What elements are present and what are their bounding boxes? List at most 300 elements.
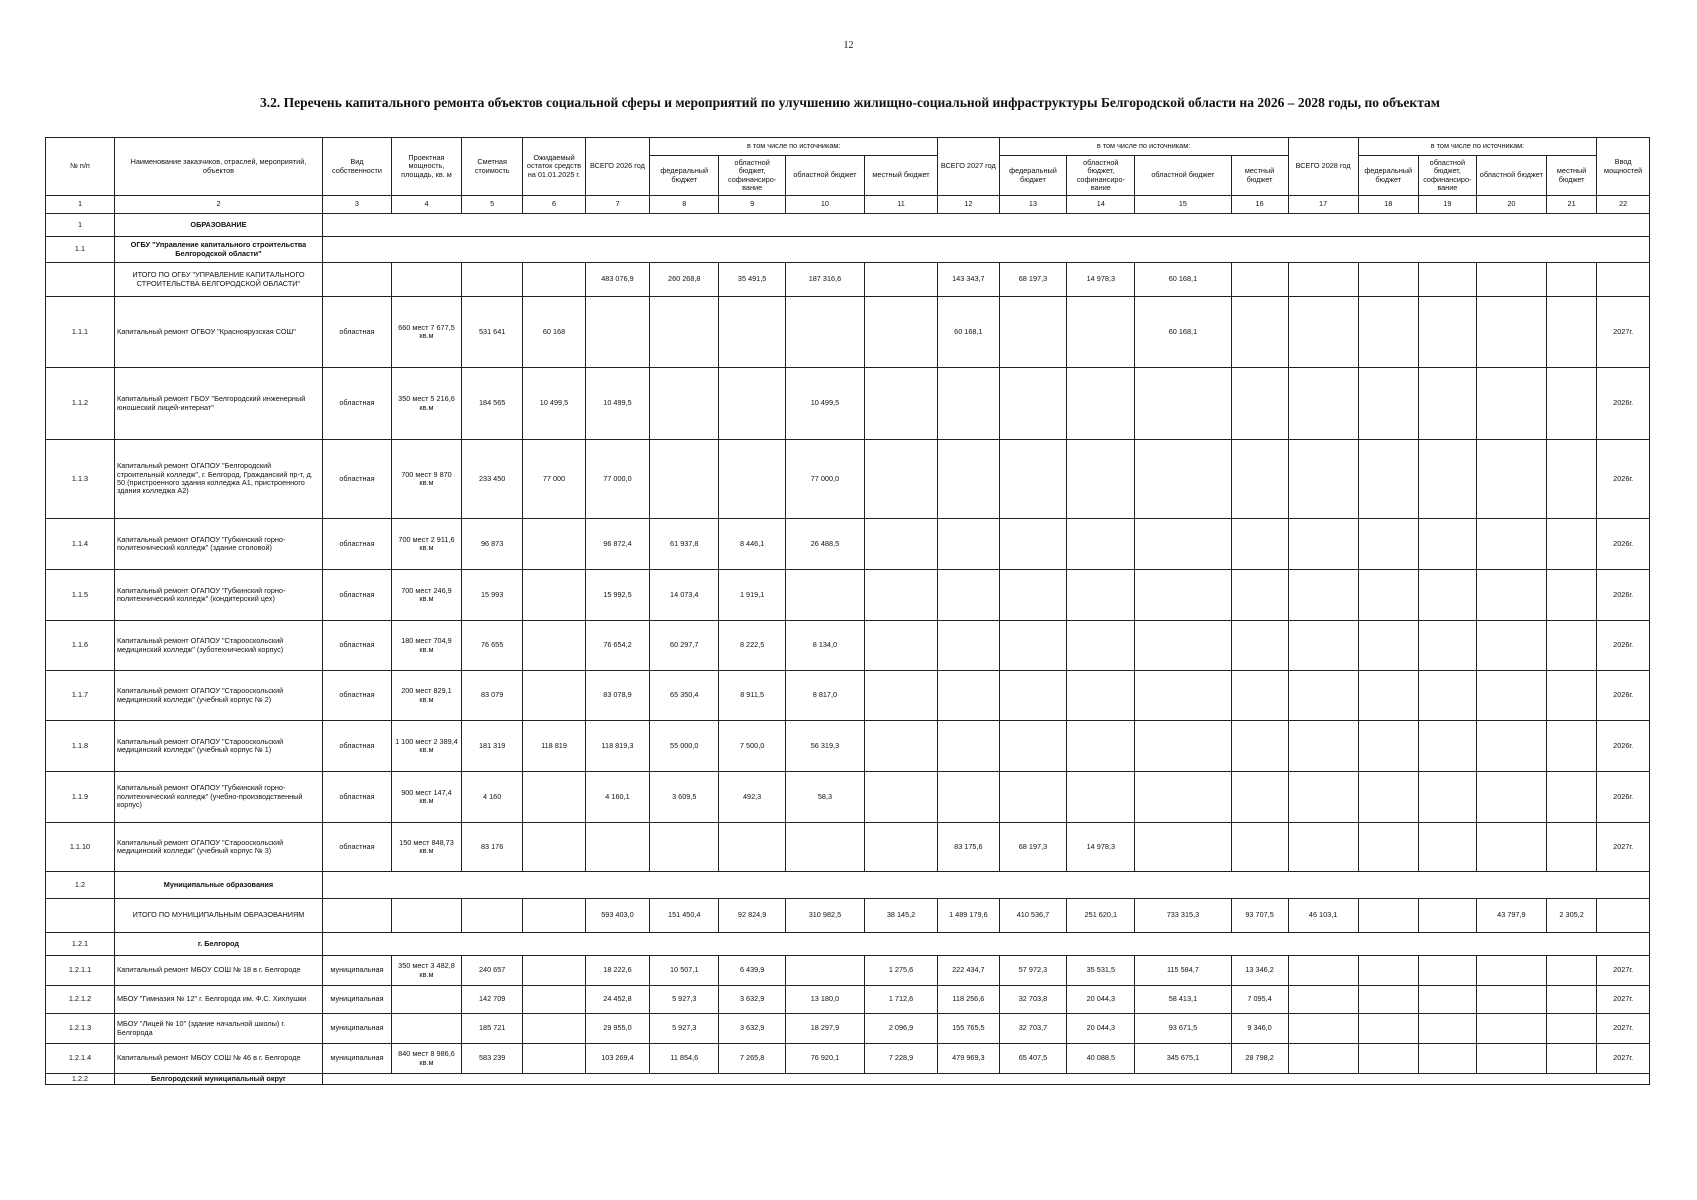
row-cell: 2026г. [1597, 368, 1650, 440]
header-cofin-2027: областной бюджет, софинансиро-вание [1067, 156, 1135, 196]
header-row-1 [46, 138, 1650, 156]
row-cell: областная [322, 621, 391, 671]
row-cell [1476, 1044, 1546, 1074]
section-row [46, 933, 1650, 956]
row-cell [523, 823, 585, 872]
row-cell [1476, 671, 1546, 721]
row-cell: 5 927,3 [650, 1014, 719, 1044]
row-number: 1.1.4 [46, 519, 115, 570]
total-cell: 60 168,1 [1135, 263, 1231, 297]
row-cell [650, 440, 719, 519]
row-cell [786, 570, 865, 621]
row-cell [1135, 721, 1231, 772]
row-number: 1.1.1 [46, 297, 115, 368]
row-cell [523, 986, 585, 1014]
row-cell: 68 197,3 [999, 823, 1067, 872]
row-cell [938, 368, 999, 440]
row-number: 1.1.9 [46, 772, 115, 823]
total-cell: 143 343,7 [938, 263, 999, 297]
section-empty [322, 237, 1649, 263]
row-cell [1067, 297, 1135, 368]
capital-repair-table [45, 137, 1650, 1085]
row-cell: 118 819 [523, 721, 585, 772]
row-cell: 1 919,1 [719, 570, 786, 621]
row-cell: 29 955,0 [585, 1014, 650, 1044]
row-cell [523, 519, 585, 570]
row-cell: 76 654,2 [585, 621, 650, 671]
row-cell [1546, 297, 1596, 368]
header-regional-2027: областной бюджет [1135, 156, 1231, 196]
header-local-2027: местный бюджет [1231, 156, 1288, 196]
header-ownership: Вид собственности [322, 138, 391, 196]
row-cell [1231, 621, 1288, 671]
row-cell [1546, 570, 1596, 621]
row-cell [1358, 570, 1418, 621]
row-cell [1358, 621, 1418, 671]
header-cofin-2028: областной бюджет, софинансиро-вание [1418, 156, 1476, 196]
column-number: 21 [1546, 196, 1596, 214]
header-federal-2027: федеральный бюджет [999, 156, 1067, 196]
row-cell [864, 671, 937, 721]
row-cell [1288, 368, 1358, 440]
row-cell: 1 275,6 [864, 956, 937, 986]
row-cell [1135, 823, 1231, 872]
total-cell [1358, 263, 1418, 297]
header-federal-2026: федеральный бюджет [650, 156, 719, 196]
total-cell [1597, 263, 1650, 297]
row-cell [523, 671, 585, 721]
row-cell [1358, 671, 1418, 721]
row-cell [1546, 772, 1596, 823]
row-number: 1.1.3 [46, 440, 115, 519]
row-cell [1288, 772, 1358, 823]
header-cost: Сметная стоимость [462, 138, 523, 196]
total-cell [1546, 263, 1596, 297]
total-row [46, 899, 1650, 933]
row-cell [1067, 621, 1135, 671]
row-cell: 233 450 [462, 440, 523, 519]
row-cell: 10 499,5 [585, 368, 650, 440]
section-empty [322, 1074, 1649, 1085]
section-row [46, 214, 1650, 237]
row-cell: 13 346,2 [1231, 956, 1288, 986]
total-cell [1288, 263, 1358, 297]
row-cell [999, 721, 1067, 772]
row-cell [1288, 519, 1358, 570]
row-cell: 2026г. [1597, 671, 1650, 721]
column-number: 9 [719, 196, 786, 214]
total-cell: 46 103,1 [1288, 899, 1358, 933]
row-cell: 118 819,3 [585, 721, 650, 772]
table-row [46, 1044, 1650, 1074]
row-cell: 900 мест 147,4 кв.м [391, 772, 461, 823]
row-cell: 60 168 [523, 297, 585, 368]
total-cell: 593 403,0 [585, 899, 650, 933]
row-cell [1288, 1044, 1358, 1074]
row-cell: 350 мест 3 482,8 кв.м [391, 956, 461, 986]
column-number: 14 [1067, 196, 1135, 214]
row-cell [1476, 297, 1546, 368]
object-name: МБОУ "Гимназия № 12" г. Белгорода им. Ф.С. Хихлушки [114, 986, 322, 1014]
total-cell: 187 316,6 [786, 263, 865, 297]
column-number: 13 [999, 196, 1067, 214]
row-cell: 8 911,5 [719, 671, 786, 721]
row-cell: 8 134,0 [786, 621, 865, 671]
row-cell [864, 519, 937, 570]
row-cell [1135, 519, 1231, 570]
column-number: 17 [1288, 196, 1358, 214]
row-cell: 142 709 [462, 986, 523, 1014]
row-cell: 10 499,5 [786, 368, 865, 440]
object-name: Капитальный ремонт МБОУ СОШ № 18 в г. Белгороде [114, 956, 322, 986]
row-cell: 700 мест 2 911,6 кв.м [391, 519, 461, 570]
column-number: 15 [1135, 196, 1231, 214]
row-cell [864, 570, 937, 621]
row-cell [1476, 772, 1546, 823]
header-local-2026: местный бюджет [864, 156, 937, 196]
table-row [46, 297, 1650, 368]
row-cell: 40 088,5 [1067, 1044, 1135, 1074]
row-cell: 58 413,1 [1135, 986, 1231, 1014]
row-cell: 150 мест 848,73 кв.м [391, 823, 461, 872]
row-cell: 60 168,1 [938, 297, 999, 368]
row-cell [1135, 440, 1231, 519]
row-cell: 660 мест 7 677,5 кв.м [391, 297, 461, 368]
object-name: Капитальный ремонт ОГАПОУ "Старооскольский медицинский колледж" (учебный корпус № 2) [114, 671, 322, 721]
table-row [46, 621, 1650, 671]
object-name: Капитальный ремонт ОГБОУ "Красноярузская СОШ" [114, 297, 322, 368]
total-row [46, 263, 1650, 297]
row-cell: 60 297,7 [650, 621, 719, 671]
row-cell: 76 920,1 [786, 1044, 865, 1074]
row-cell [999, 519, 1067, 570]
row-cell [1418, 440, 1476, 519]
row-cell [1231, 570, 1288, 621]
row-cell [719, 368, 786, 440]
row-cell [719, 440, 786, 519]
row-cell [391, 986, 461, 1014]
row-cell: 83 175,6 [938, 823, 999, 872]
row-cell [1288, 986, 1358, 1014]
row-cell: 32 703,7 [999, 1014, 1067, 1044]
row-cell: 2027г. [1597, 297, 1650, 368]
row-number: 1.2.1.2 [46, 986, 115, 1014]
row-cell: 93 671,5 [1135, 1014, 1231, 1044]
total-cell: 68 197,3 [999, 263, 1067, 297]
row-cell [1231, 519, 1288, 570]
page-number: 12 [843, 40, 854, 51]
row-cell: 2027г. [1597, 956, 1650, 986]
row-cell: 3 632,9 [719, 1014, 786, 1044]
row-cell: муниципальная [322, 986, 391, 1014]
row-cell: 14 978,3 [1067, 823, 1135, 872]
total-cell [864, 263, 937, 297]
row-cell: 3 632,9 [719, 986, 786, 1014]
total-cell [462, 263, 523, 297]
row-cell [786, 297, 865, 368]
row-cell: 28 798,2 [1231, 1044, 1288, 1074]
row-cell [1358, 519, 1418, 570]
row-cell: 24 452,8 [585, 986, 650, 1014]
total-cell: 93 707,5 [1231, 899, 1288, 933]
row-number: 1.1.7 [46, 671, 115, 721]
row-cell: 5 927,3 [650, 986, 719, 1014]
row-cell [523, 1014, 585, 1044]
row-cell [1067, 519, 1135, 570]
row-cell: областная [322, 721, 391, 772]
row-cell: областная [322, 297, 391, 368]
row-cell [938, 519, 999, 570]
row-cell [1418, 671, 1476, 721]
header-capacity: Проектная мощность, площадь, кв. м [391, 138, 461, 196]
section-label: Белгородский муниципальный округ [114, 1074, 322, 1085]
total-cell: 35 491,5 [719, 263, 786, 297]
row-cell [999, 297, 1067, 368]
row-cell [1546, 956, 1596, 986]
row-cell [1358, 368, 1418, 440]
section-number: 1.1 [46, 237, 115, 263]
row-cell: муниципальная [322, 956, 391, 986]
total-cell [391, 899, 461, 933]
object-name: Капитальный ремонт МБОУ СОШ № 46 в г. Белгороде [114, 1044, 322, 1074]
row-cell: 115 584,7 [1135, 956, 1231, 986]
column-number: 3 [322, 196, 391, 214]
row-cell: 2026г. [1597, 772, 1650, 823]
object-name: Капитальный ремонт ГБОУ "Белгородский инженерный юношеский лицей-интернат" [114, 368, 322, 440]
row-cell [1135, 671, 1231, 721]
column-number: 18 [1358, 196, 1418, 214]
column-number: 2 [114, 196, 322, 214]
table-row [46, 671, 1650, 721]
column-number: 7 [585, 196, 650, 214]
row-cell: областная [322, 570, 391, 621]
table-row [46, 570, 1650, 621]
row-cell: 15 992,5 [585, 570, 650, 621]
row-cell: областная [322, 772, 391, 823]
section-empty [322, 872, 1649, 899]
row-cell [1067, 671, 1135, 721]
row-cell [523, 956, 585, 986]
row-number: 1.1.2 [46, 368, 115, 440]
row-cell [1288, 621, 1358, 671]
total-cell: 483 076,9 [585, 263, 650, 297]
row-cell: муниципальная [322, 1014, 391, 1044]
table-row [46, 519, 1650, 570]
row-cell: 7 500,0 [719, 721, 786, 772]
header-sources-2028: в том числе по источникам: [1358, 138, 1597, 156]
row-cell [1067, 368, 1135, 440]
row-number: 1.1.10 [46, 823, 115, 872]
row-cell [1418, 721, 1476, 772]
object-name: Капитальный ремонт ОГАПОУ "Белгородский строительный колледж", г. Белгород, Гражданский пр-т, д. 50 (пристроенного здания колледжа А1, пристроенного здания колледжа А2) [114, 440, 322, 519]
row-number: 1.1.5 [46, 570, 115, 621]
row-number: 1.1.6 [46, 621, 115, 671]
row-cell: 222 434,7 [938, 956, 999, 986]
row-cell [1358, 956, 1418, 986]
header-name: Наименование заказчиков, отраслей, мероприятий, объектов [114, 138, 322, 196]
row-cell [999, 621, 1067, 671]
total-cell [1597, 899, 1650, 933]
row-cell [1418, 956, 1476, 986]
row-cell [1546, 621, 1596, 671]
row-cell: областная [322, 823, 391, 872]
object-name: Капитальный ремонт ОГАПОУ "Губкинский горно-политехнический колледж" (кондитерский цех) [114, 570, 322, 621]
section-label: г. Белгород [114, 933, 322, 956]
row-cell: 18 222,6 [585, 956, 650, 986]
row-cell [1288, 956, 1358, 986]
total-cell [462, 899, 523, 933]
column-number: 19 [1418, 196, 1476, 214]
row-cell [938, 671, 999, 721]
total-cell: 1 489 179,6 [938, 899, 999, 933]
row-cell: 58,3 [786, 772, 865, 823]
total-cell [322, 899, 391, 933]
total-cell [523, 899, 585, 933]
row-cell [938, 570, 999, 621]
object-name: Капитальный ремонт ОГАПОУ "Старооскольский медицинский колледж" (зуботехнический корпус) [114, 621, 322, 671]
row-cell: 20 044,3 [1067, 1014, 1135, 1044]
row-cell [1476, 986, 1546, 1014]
row-cell: 14 073,4 [650, 570, 719, 621]
total-cell: 260 268,8 [650, 263, 719, 297]
header-regional-2026: областной бюджет [786, 156, 865, 196]
row-cell [938, 621, 999, 671]
row-cell [1288, 721, 1358, 772]
total-cell [1418, 263, 1476, 297]
row-cell: областная [322, 368, 391, 440]
header-commissioning: Ввод мощностей [1597, 138, 1650, 196]
row-cell: 35 531,5 [1067, 956, 1135, 986]
section-row [46, 1074, 1650, 1085]
row-cell [1288, 823, 1358, 872]
row-cell [650, 297, 719, 368]
row-cell [1418, 570, 1476, 621]
row-cell [1231, 440, 1288, 519]
column-number: 8 [650, 196, 719, 214]
row-cell [1358, 440, 1418, 519]
row-cell [1358, 772, 1418, 823]
row-cell: 7 265,8 [719, 1044, 786, 1074]
column-number: 5 [462, 196, 523, 214]
row-cell: областная [322, 671, 391, 721]
table-row [46, 1014, 1650, 1044]
row-cell [1358, 1014, 1418, 1044]
section-row [46, 872, 1650, 899]
table-row [46, 440, 1650, 519]
object-name: Капитальный ремонт ОГАПОУ "Губкинский горно-политехнический колледж" (здание столовой) [114, 519, 322, 570]
row-cell: 840 мест 8 986,6 кв.м [391, 1044, 461, 1074]
row-cell: 350 мест 5 216,6 кв.м [391, 368, 461, 440]
table-row [46, 368, 1650, 440]
row-cell [523, 1044, 585, 1074]
row-cell [1358, 721, 1418, 772]
column-number: 12 [938, 196, 999, 214]
row-cell: 26 488,5 [786, 519, 865, 570]
row-cell [1288, 671, 1358, 721]
row-cell: 13 180,0 [786, 986, 865, 1014]
total-cell [1476, 263, 1546, 297]
row-cell: 2026г. [1597, 721, 1650, 772]
section-label: Муниципальные образования [114, 872, 322, 899]
row-cell: 700 мест 9 870 кв.м [391, 440, 461, 519]
header-total-2028: ВСЕГО 2028 год [1288, 138, 1358, 196]
header-sources-2027: в том числе по источникам: [999, 138, 1288, 156]
row-cell [1067, 772, 1135, 823]
row-cell [1418, 986, 1476, 1014]
total-num-cell [46, 263, 115, 297]
total-cell: 38 145,2 [864, 899, 937, 933]
section-number: 1 [46, 214, 115, 237]
total-cell: 733 315,3 [1135, 899, 1231, 933]
row-number: 1.2.1.3 [46, 1014, 115, 1044]
row-cell [999, 570, 1067, 621]
row-cell [1418, 772, 1476, 823]
row-cell [1135, 621, 1231, 671]
row-cell: 9 346,0 [1231, 1014, 1288, 1044]
row-cell [1418, 1014, 1476, 1044]
row-cell [1546, 1014, 1596, 1044]
table-row [46, 721, 1650, 772]
row-cell [1067, 570, 1135, 621]
total-cell [322, 263, 391, 297]
row-cell [1476, 1014, 1546, 1044]
total-cell [523, 263, 585, 297]
header-local-2028: местный бюджет [1546, 156, 1596, 196]
row-cell [719, 297, 786, 368]
row-cell [1546, 671, 1596, 721]
row-cell: 2026г. [1597, 519, 1650, 570]
row-cell [1231, 721, 1288, 772]
row-cell [1418, 368, 1476, 440]
row-cell: 2026г. [1597, 440, 1650, 519]
row-cell [864, 823, 937, 872]
total-cell: 151 450,4 [650, 899, 719, 933]
row-cell: 4 160,1 [585, 772, 650, 823]
row-cell: 200 мест 829,1 кв.м [391, 671, 461, 721]
row-cell: 76 655 [462, 621, 523, 671]
column-number: 6 [523, 196, 585, 214]
row-cell: 96 872,4 [585, 519, 650, 570]
row-cell [1067, 440, 1135, 519]
row-cell: 20 044,3 [1067, 986, 1135, 1014]
row-cell: 56 319,3 [786, 721, 865, 772]
row-cell: 2027г. [1597, 1044, 1650, 1074]
column-number: 16 [1231, 196, 1288, 214]
row-cell: 185 721 [462, 1014, 523, 1044]
row-cell [650, 823, 719, 872]
total-num-cell [46, 899, 115, 933]
row-cell [864, 621, 937, 671]
object-name: Капитальный ремонт ОГАПОУ "Губкинский горно-политехнический колледж" (учебно-производственный корпус) [114, 772, 322, 823]
section-number: 1.2 [46, 872, 115, 899]
row-cell: 8 446,1 [719, 519, 786, 570]
row-cell: 155 765,5 [938, 1014, 999, 1044]
row-cell: 15 993 [462, 570, 523, 621]
row-cell [864, 440, 937, 519]
row-cell: 2 096,9 [864, 1014, 937, 1044]
row-cell [1135, 570, 1231, 621]
row-cell: областная [322, 519, 391, 570]
row-cell: 57 972,3 [999, 956, 1067, 986]
row-cell [1476, 721, 1546, 772]
row-cell [786, 823, 865, 872]
header-federal-2028: федеральный бюджет [1358, 156, 1418, 196]
row-cell: 61 937,8 [650, 519, 719, 570]
row-cell: 83 079 [462, 671, 523, 721]
row-cell: 1 712,6 [864, 986, 937, 1014]
row-cell: 2027г. [1597, 823, 1650, 872]
row-cell: 2026г. [1597, 570, 1650, 621]
